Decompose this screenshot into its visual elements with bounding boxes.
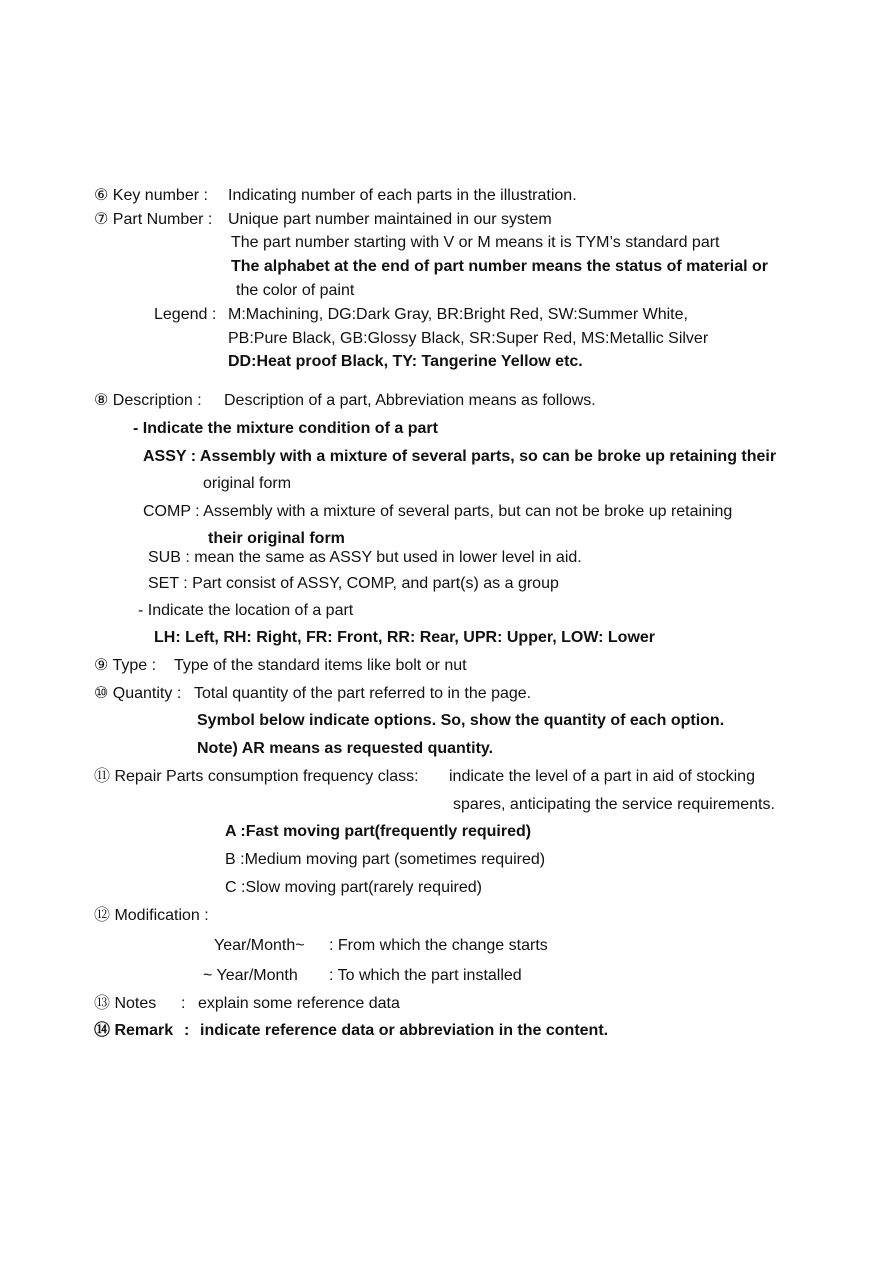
assy-definition-cont: original form bbox=[203, 475, 292, 492]
remark-separator: : bbox=[184, 1022, 190, 1039]
mixture-heading: - Indicate the mixture condition of a part bbox=[133, 420, 438, 437]
modification-from-text: : From which the change starts bbox=[329, 937, 548, 954]
comp-definition: COMP : Assembly with a mixture of several parts, but can not be broke up retaining bbox=[143, 503, 733, 520]
class-b: B :Medium moving part (sometimes required) bbox=[225, 851, 546, 868]
part-number-text: Unique part number maintained in our system bbox=[228, 211, 552, 228]
part-number-line-2: The part number starting with V or M means it is TYM’s standard part bbox=[231, 234, 720, 251]
remark-text: indicate reference data or abbreviation in the content. bbox=[200, 1022, 609, 1039]
modification-to-key: ~ Year/Month bbox=[203, 967, 298, 984]
notes-separator: : bbox=[181, 995, 186, 1012]
repair-class-text: indicate the level of a part in aid of stocking bbox=[449, 768, 755, 785]
quantity-line-2: Symbol below indicate options. So, show the quantity of each option. bbox=[197, 712, 725, 729]
quantity-text: Total quantity of the part referred to in the page. bbox=[194, 685, 532, 702]
repair-class-label: ⑪ Repair Parts consumption frequency class: bbox=[94, 768, 419, 785]
location-line: LH: Left, RH: Right, FR: Front, RR: Rear, UPR: Upper, LOW: Lower bbox=[154, 629, 656, 646]
repair-class-line-2: spares, anticipating the service requirements. bbox=[453, 796, 775, 813]
part-number-label: ⑦ Part Number : bbox=[94, 211, 213, 228]
modification-to-text: : To which the part installed bbox=[329, 967, 522, 984]
key-number-text: Indicating number of each parts in the illustration. bbox=[228, 187, 577, 204]
modification-label: ⑫ Modification : bbox=[94, 907, 209, 924]
notes-label: ⑬ Notes bbox=[94, 995, 157, 1012]
description-label: ⑧ Description : bbox=[94, 392, 202, 409]
legend-label: Legend : bbox=[154, 306, 217, 323]
type-label: ⑨ Type : bbox=[94, 657, 157, 674]
legend-line-3: DD:Heat proof Black, TY: Tangerine Yellow etc. bbox=[228, 353, 583, 370]
part-number-line-4: the color of paint bbox=[236, 282, 355, 299]
set-definition: SET : Part consist of ASSY, COMP, and part(s) as a group bbox=[148, 575, 559, 592]
quantity-label: ⑩ Quantity : bbox=[94, 685, 182, 702]
notes-text: explain some reference data bbox=[198, 995, 400, 1012]
quantity-line-3: Note) AR means as requested quantity. bbox=[197, 740, 494, 757]
part-number-line-3: The alphabet at the end of part number means the status of material or bbox=[231, 258, 768, 275]
assy-definition: ASSY : Assembly with a mixture of several parts, so can be broke up retaining their bbox=[143, 448, 777, 465]
legend-line-2: PB:Pure Black, GB:Glossy Black, SR:Super Red, MS:Metallic Silver bbox=[228, 330, 709, 347]
comp-definition-cont: their original form bbox=[208, 530, 345, 547]
legend-line-1: M:Machining, DG:Dark Gray, BR:Bright Red, SW:Summer White, bbox=[228, 306, 688, 323]
location-heading: - Indicate the location of a part bbox=[138, 602, 354, 619]
class-a: A :Fast moving part(frequently required) bbox=[225, 823, 532, 840]
class-c: C :Slow moving part(rarely required) bbox=[225, 879, 482, 896]
sub-definition: SUB : mean the same as ASSY but used in lower level in aid. bbox=[148, 549, 582, 566]
modification-from-key: Year/Month~ bbox=[214, 937, 305, 954]
type-text: Type of the standard items like bolt or nut bbox=[174, 657, 467, 674]
key-number-label: ⑥ Key number : bbox=[94, 187, 208, 204]
description-text: Description of a part, Abbreviation means as follows. bbox=[224, 392, 596, 409]
remark-label: ⑭ Remark bbox=[94, 1022, 174, 1039]
